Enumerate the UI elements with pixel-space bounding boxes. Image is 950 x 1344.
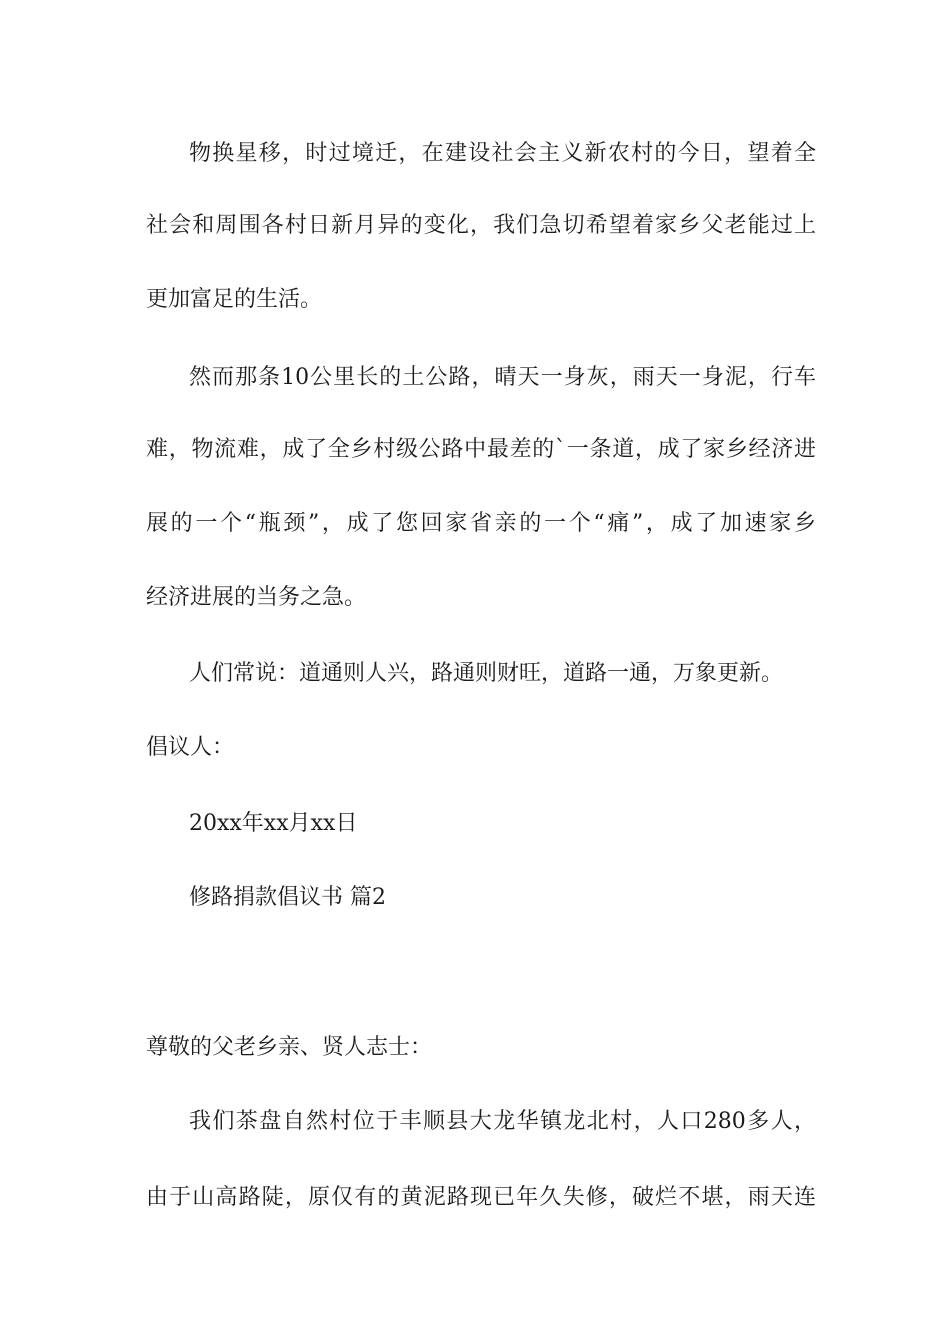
- paragraph-4-line-2: 由于山高路陡，原仅有的黄泥路现已年久失修，破烂不堪，雨天连: [146, 1185, 816, 1210]
- salutation: 尊敬的父老乡亲、贤人志士：: [146, 1035, 433, 1060]
- paragraph-2-line-4: 经济进展的当务之急。: [146, 585, 367, 610]
- paragraph-4-line-1: 我们茶盘自然村位于丰顺县大龙华镇龙北村，人口280多人，: [189, 1109, 816, 1134]
- paragraph-2-line-2: 难，物流难，成了全乡村级公路中最差的`一条道，成了家乡经济进: [146, 437, 816, 462]
- paragraph-1-line-2: 社会和周围各村日新月异的变化，我们急切希望着家乡父老能过上: [146, 213, 816, 238]
- paragraph-2-line-3: 展的一个“瓶颈”，成了您回家省亲的一个“痛”，成了加速家乡: [146, 511, 816, 536]
- paragraph-3: 人们常说：道通则人兴，路通则财旺，道路一通，万象更新。: [189, 661, 784, 686]
- paragraph-2-line-1: 然而那条10公里长的土公路，晴天一身灰，雨天一身泥，行车: [189, 365, 816, 390]
- paragraph-1-line-3: 更加富足的生活。: [146, 287, 323, 312]
- date-line: 20xx年xx月xx日: [189, 811, 358, 836]
- paragraph-1-line-1: 物换星移，时过境迁，在建设社会主义新农村的今日，望着全: [189, 141, 816, 166]
- proposer-label: 倡议人：: [146, 735, 235, 760]
- section-title: 修路捐款倡议书 篇2: [189, 885, 386, 910]
